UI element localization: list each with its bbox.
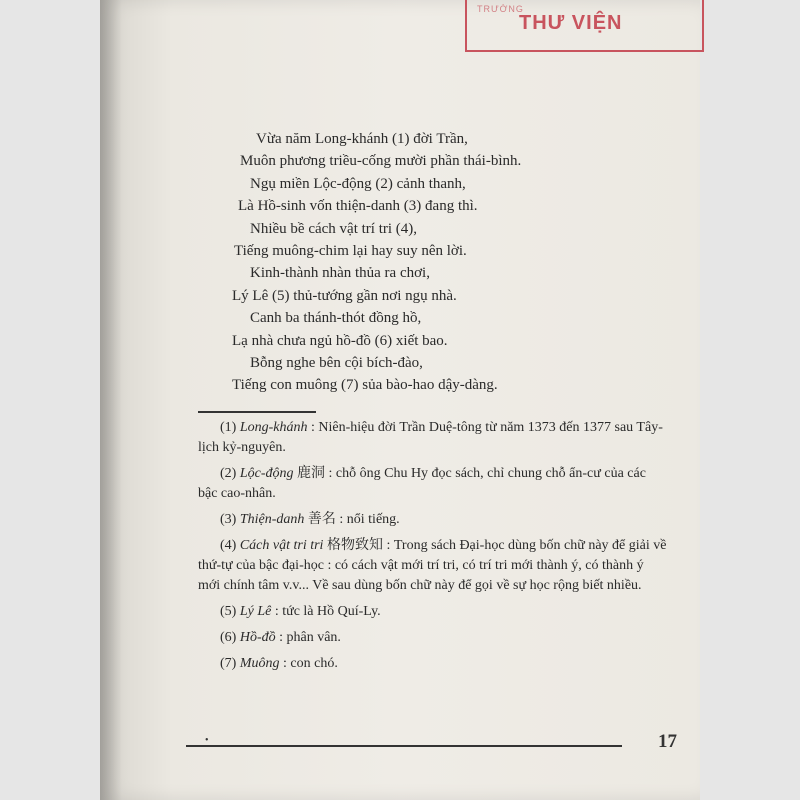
poem-line: Nhiều bề cách vật trí tri (4),	[250, 220, 418, 237]
poem-line: Vừa năm Long-khánh (1) đời Trần,	[256, 131, 468, 147]
library-stamp	[465, 0, 704, 52]
stamp-main-text: THƯ VIỆN	[519, 12, 623, 34]
poem-line: Tiếng muông-chim lại hay suy nên lời.	[234, 243, 467, 260]
footnote	[198, 510, 668, 530]
footnote	[198, 418, 668, 458]
footnote-text: 善名 : nổi tiếng.	[307, 512, 400, 527]
poem-line: Bỗng nghe bên cội bích-đào,	[250, 355, 423, 372]
stamp-small-text: TRƯỜNG	[477, 4, 524, 14]
footnote	[198, 654, 668, 674]
footnote-text: : phân vân.	[279, 630, 341, 645]
footnotes	[198, 418, 668, 680]
page-number: 17	[658, 731, 677, 752]
footnote-number: (1)	[220, 420, 237, 435]
bottom-mark: •	[205, 735, 209, 746]
footnote-number: (3)	[220, 512, 237, 527]
poem-line: Muôn phương triều-cống mười phần thái-bình.	[240, 153, 522, 170]
book-page	[100, 0, 700, 800]
footnote	[198, 464, 668, 504]
footnote-term: Muông	[239, 656, 280, 671]
footnote	[198, 628, 668, 648]
footnote-term: Lộc-động	[239, 466, 294, 481]
footnote-term: Long-khánh	[239, 420, 308, 435]
footnote-text: 鹿洞 : chỗ ông Chu Hy đọc sách, chỉ chung chỗ ẩn-cư của các bậc cao-nhân.	[198, 466, 646, 501]
footnote-number: (5)	[220, 604, 237, 619]
footnote-text: : con chó.	[283, 656, 338, 671]
footnote-text: : Niên-hiệu đời Trần Duệ-tông từ năm 1373 đến 1377 sau Tây-lịch kỷ-nguyên.	[198, 420, 663, 455]
footnote-term: Hồ-đồ	[239, 630, 276, 645]
poem-line: Ngụ miền Lộc-động (2) cảnh thanh,	[250, 175, 466, 192]
poem-line: Là Hồ-sinh vốn thiện-danh (3) đang thì.	[238, 198, 478, 215]
poem-line: Tiếng con muông (7) sủa bào-hao dậy-dàng.	[232, 377, 498, 394]
poem-line: Lạ nhà chưa ngủ hồ-đồ (6) xiết bao.	[232, 332, 448, 349]
footnote-term: Thiện-danh	[239, 512, 305, 527]
footnote-number: (6)	[220, 630, 237, 645]
poem-line: Kinh-thành nhàn thủa ra chơi,	[250, 265, 430, 282]
footnote-text: : tức là Hồ Quí-Ly.	[274, 604, 381, 619]
footnote	[198, 602, 668, 622]
poem-block	[230, 128, 670, 397]
poem-line: Lý Lê (5) thủ-tướng gần nơi ngụ nhà.	[232, 287, 457, 304]
poem-line: Canh ba thánh-thót đồng hồ,	[250, 310, 422, 327]
bottom-rule	[186, 745, 622, 747]
footnote-number: (7)	[220, 656, 237, 671]
footnote-term: Cách vật tri tri	[239, 538, 324, 553]
footnote-number: (2)	[220, 466, 237, 481]
spine-shadow	[100, 0, 122, 800]
footnote	[198, 536, 668, 596]
footnote-text: 格物致知 : Trong sách Đại-học dùng bốn chữ này để giải về thứ-tự của bậc đại-học : có cách vật mới trí tri, có trí tri mới thành ý, có thành ý mới chính tâm v.v... Về sau dùng bốn chữ này để gọi về sự học rộng biết nhiều.	[198, 538, 667, 593]
footnote-number: (4)	[220, 538, 237, 553]
footnote-divider	[198, 411, 316, 413]
footnote-term: Lý Lê	[239, 604, 272, 619]
